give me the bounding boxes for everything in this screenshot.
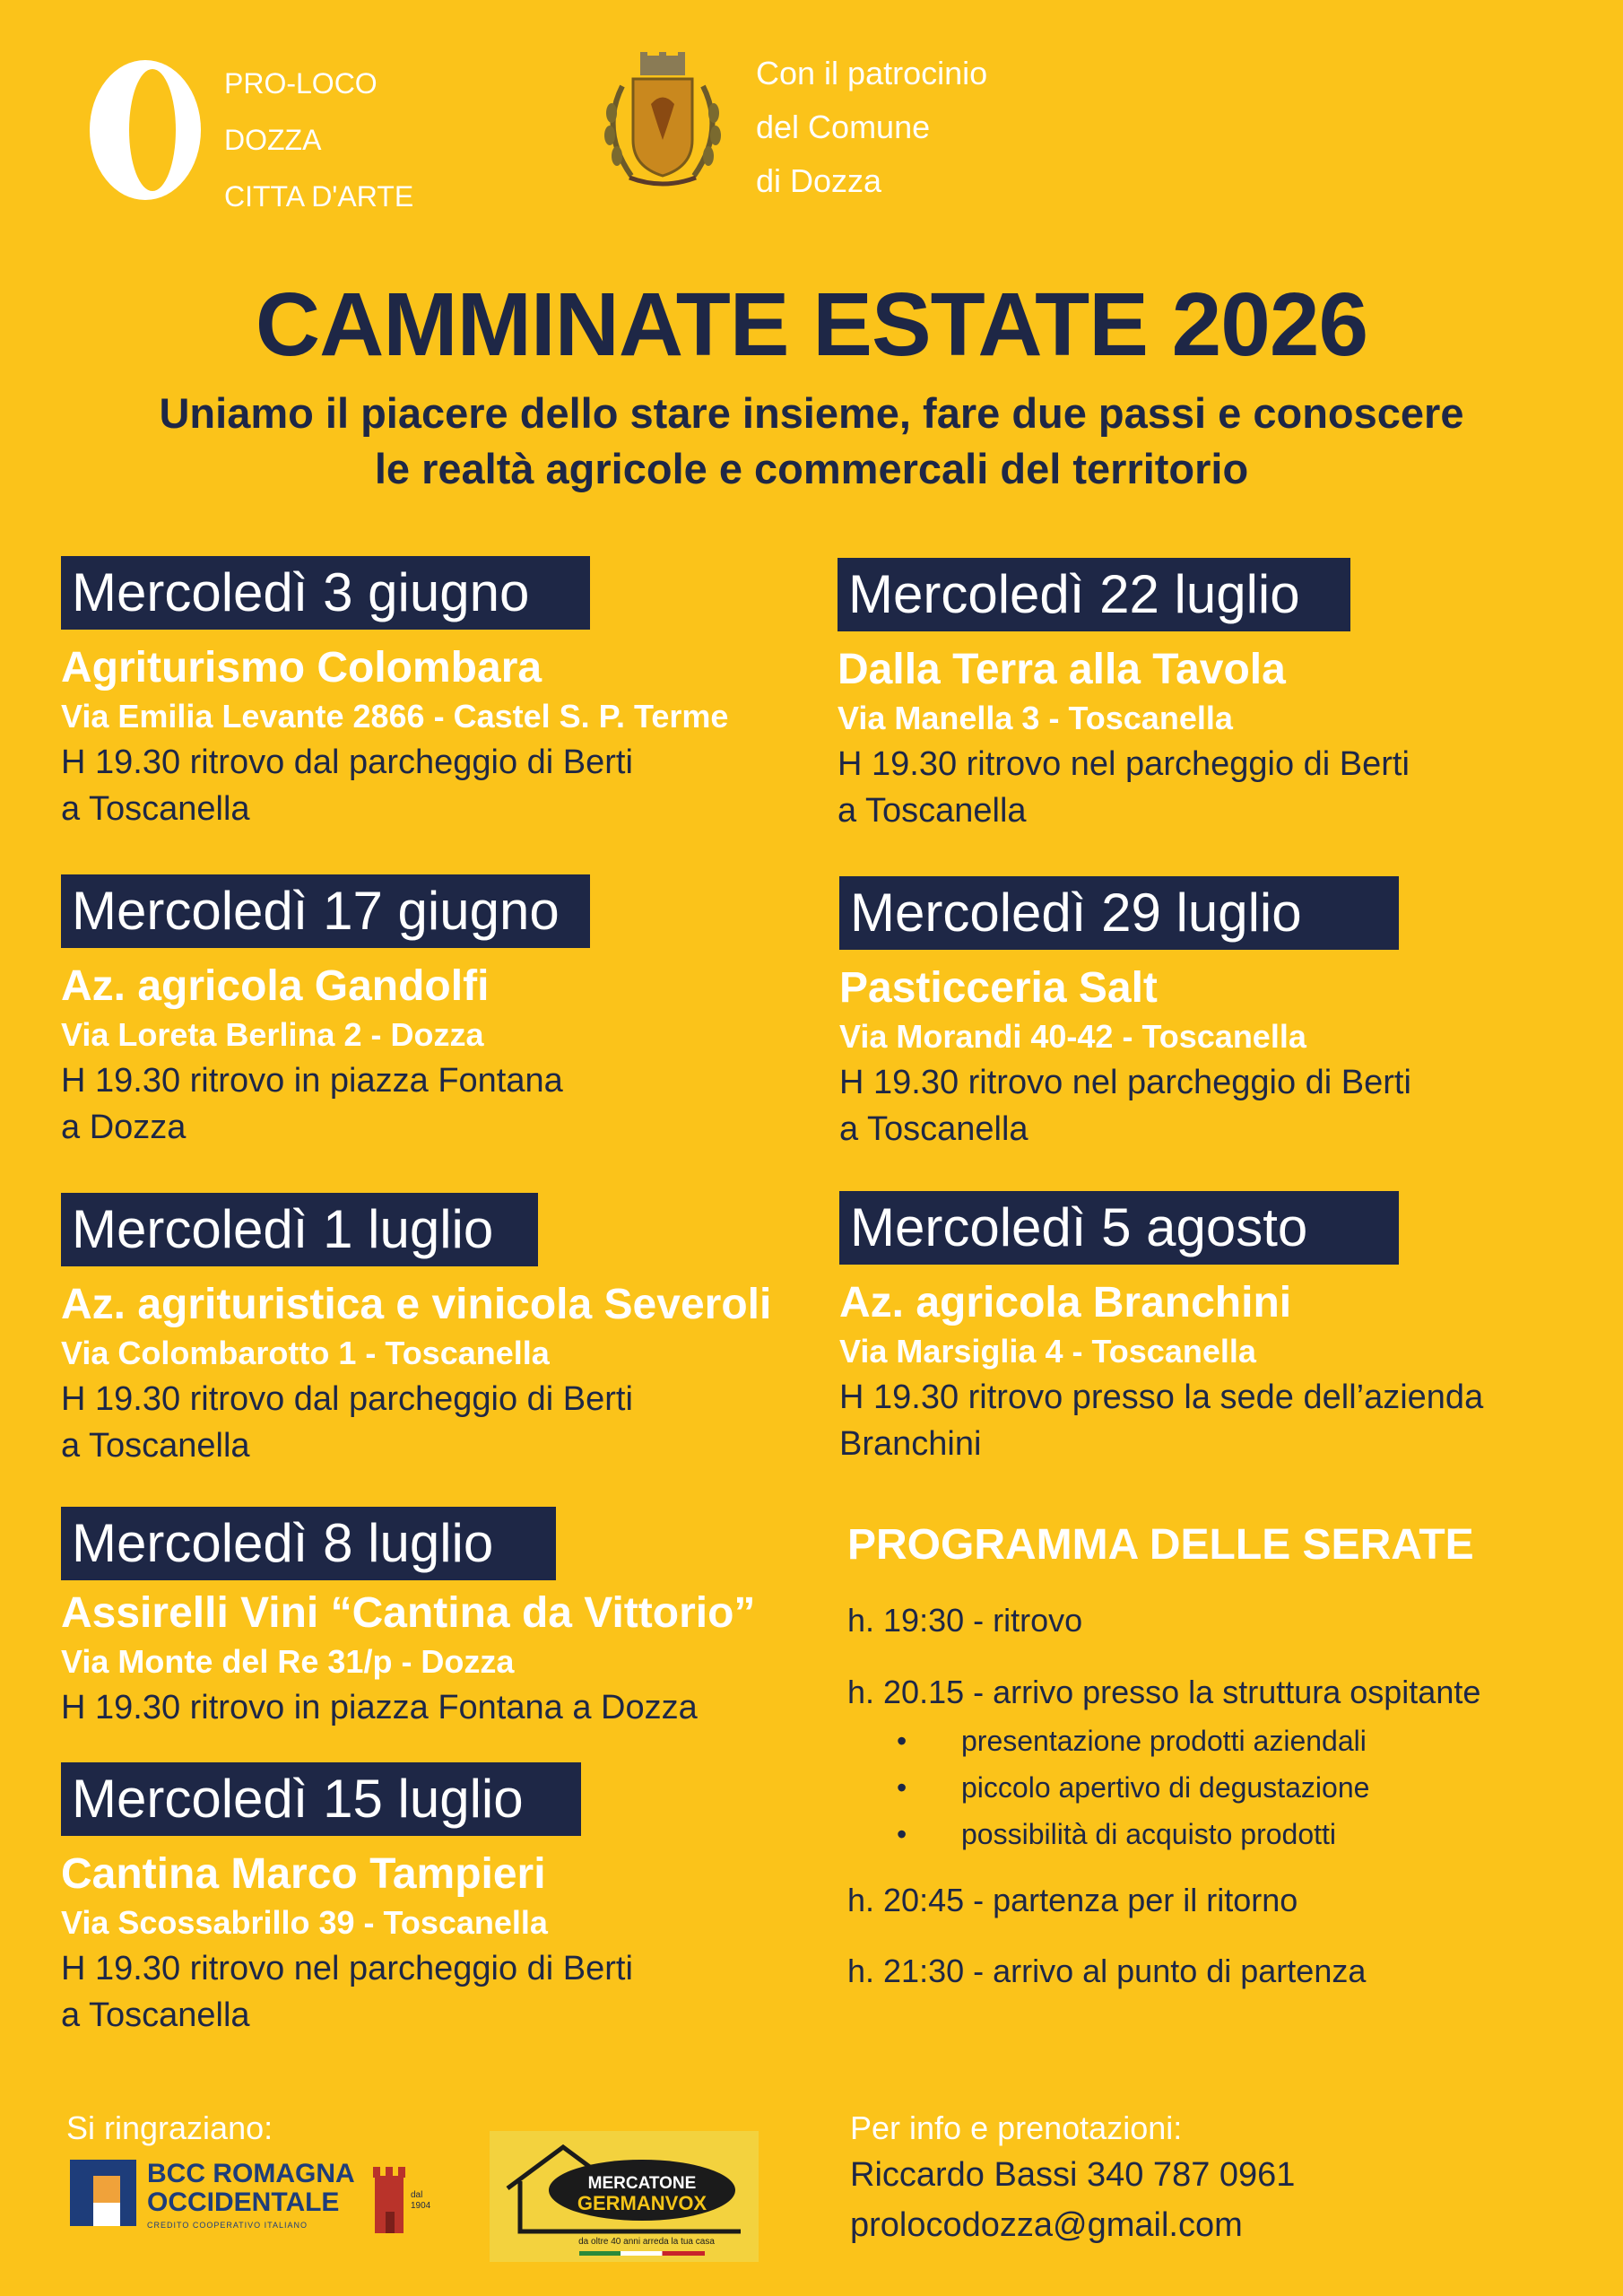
tower-icon [369,2161,409,2233]
event-card [838,558,1410,834]
bcc-since-1: dal [411,2190,423,2200]
programma-line: h. 21:30 - arrivo al punto di partenza [847,1952,1367,1989]
mercatone-line-1: MERCATONE [587,2174,697,2193]
programma-bullet [897,1818,1336,1851]
subtitle-line-1: Uniamo il piacere dello stare insieme, fare due passi e conoscere [159,389,1464,437]
event-venue: Dalla Terra alla Tavola [838,646,1286,693]
mercatone-logo [490,2131,759,2262]
event-card [839,1191,1483,1467]
event-date: Mercoledì 3 giugno [61,556,590,630]
patron-line-3: di Dozza [756,162,882,199]
programma-line: h. 20:45 - partenza per il ritorno [847,1882,1298,1918]
bcc-logo [70,2160,438,2240]
event-venue: Az. agricola Gandolfi [61,962,490,1010]
bcc-line-2: OCCIDENTALE [147,2187,340,2217]
event-address: Via Marsiglia 4 - Toscanella [839,1333,1256,1370]
event-address: Via Monte del Re 31/p - Dozza [61,1643,515,1680]
event-meeting-line: H 19.30 ritrovo dal parcheggio di Berti [61,1380,633,1418]
event-address: Via Manella 3 - Toscanella [838,700,1233,736]
mercatone-name [551,2174,733,2213]
event-meeting-line: a Dozza [61,1109,187,1146]
event-venue: Agriturismo Colombara [61,644,542,691]
proloco-logo [82,54,208,206]
bullet-icon: • [897,1725,907,1757]
info-label: Per info e prenotazioni: [850,2109,1183,2146]
event-meeting-line: H 19.30 ritrovo in piazza Fontana a Dozza [61,1689,698,1726]
event-meeting-line: a Toscanella [61,790,250,828]
event-date: Mercoledì 22 luglio [838,558,1350,631]
bullet-text: presentazione prodotti aziendali [961,1725,1367,1757]
bcc-name [147,2160,355,2217]
event-address: Via Morandi 40-42 - Toscanella [839,1018,1306,1055]
event-venue: Pasticceria Salt [839,964,1158,1012]
proloco-line-1: PRO-LOCO [224,67,378,100]
page-title: CAMMINATE ESTATE 2026 [255,274,1368,375]
event-address: Via Colombarotto 1 - Toscanella [61,1335,550,1371]
event-card [61,874,590,1151]
programma-line: h. 19:30 - ritrovo [847,1602,1083,1639]
mercatone-line-2: GERMANVOX [577,2192,707,2214]
bcc-square-icon [70,2160,136,2226]
event-card [839,876,1411,1152]
event-meeting-line: a Toscanella [61,1996,250,2034]
bullet-icon: • [897,1818,907,1850]
bullet-text: piccolo apertivo di degustazione [961,1771,1370,1804]
event-meeting-line: a Toscanella [61,1427,250,1465]
event-address: Via Scossabrillo 39 - Toscanella [61,1904,548,1941]
coat-of-arms-icon [595,50,730,190]
event-address: Via Loreta Berlina 2 - Dozza [61,1016,484,1053]
mercatone-tagline: da oltre 40 anni arreda la tua casa [578,2237,715,2247]
bcc-since-2: 1904 [411,2201,431,2211]
bcc-since [411,2190,430,2212]
event-date: Mercoledì 8 luglio [61,1507,556,1580]
event-date: Mercoledì 17 giugno [61,874,590,948]
thanks-label: Si ringraziano: [66,2109,273,2146]
bullet-text: possibilità di acquisto prodotti [961,1818,1337,1850]
event-date: Mercoledì 5 agosto [839,1191,1399,1265]
flag-stripe [579,2251,705,2256]
event-card [61,1193,771,1469]
programma-title: PROGRAMMA DELLE SERATE [847,1521,1474,1569]
bcc-line-1: BCC ROMAGNA [147,2159,355,2188]
event-date: Mercoledì 15 luglio [61,1762,581,1836]
programma-line: h. 20.15 - arrivo presso la struttura ospitante [847,1674,1481,1710]
event-address: Via Emilia Levante 2866 - Castel S. P. Terme [61,698,729,735]
event-card [61,1762,633,2039]
proloco-name [224,56,413,225]
event-date: Mercoledì 1 luglio [61,1193,538,1266]
bullet-icon: • [897,1771,907,1804]
patron-line-2: del Comune [756,109,931,145]
event-meeting-line: a Toscanella [839,1110,1028,1148]
contact-phone[interactable]: Riccardo Bassi 340 787 0961 [850,2156,1296,2194]
event-venue: Assirelli Vini “Cantina da Vittorio” [61,1589,756,1637]
event-meeting-line: H 19.30 ritrovo nel parcheggio di Berti [839,1064,1411,1101]
programma-bullet [897,1725,1367,1758]
proloco-line-3: CITTA D'ARTE [224,180,414,213]
subtitle-line-2: le realtà agricole e commercali del territorio [374,445,1249,492]
event-venue: Az. agrituristica e vinicola Severoli [61,1281,772,1328]
event-venue: Az. agricola Branchini [839,1279,1292,1326]
event-meeting-line: H 19.30 ritrovo presso la sede dell’azienda [839,1378,1484,1416]
programma-bullet [897,1771,1369,1805]
event-meeting-line: H 19.30 ritrovo in piazza Fontana [61,1062,563,1100]
contact-email[interactable]: prolocodozza@gmail.com [850,2206,1243,2244]
event-meeting-line: Branchini [839,1425,982,1463]
proloco-line-2: DOZZA [224,124,322,156]
event-meeting-line: H 19.30 ritrovo nel parcheggio di Berti [838,745,1410,783]
event-card [61,556,728,832]
event-card [61,1507,755,1731]
event-meeting-line: H 19.30 ritrovo dal parcheggio di Berti [61,744,633,781]
patronage-text [756,47,987,208]
bcc-tagline: CREDITO COOPERATIVO ITALIANO [147,2221,308,2230]
event-meeting-line: a Toscanella [838,792,1027,830]
event-meeting-line: H 19.30 ritrovo nel parcheggio di Berti [61,1950,633,1987]
subtitle [0,386,1623,497]
event-venue: Cantina Marco Tampieri [61,1850,546,1898]
patron-line-1: Con il patrocinio [756,55,988,91]
event-date: Mercoledì 29 luglio [839,876,1399,950]
